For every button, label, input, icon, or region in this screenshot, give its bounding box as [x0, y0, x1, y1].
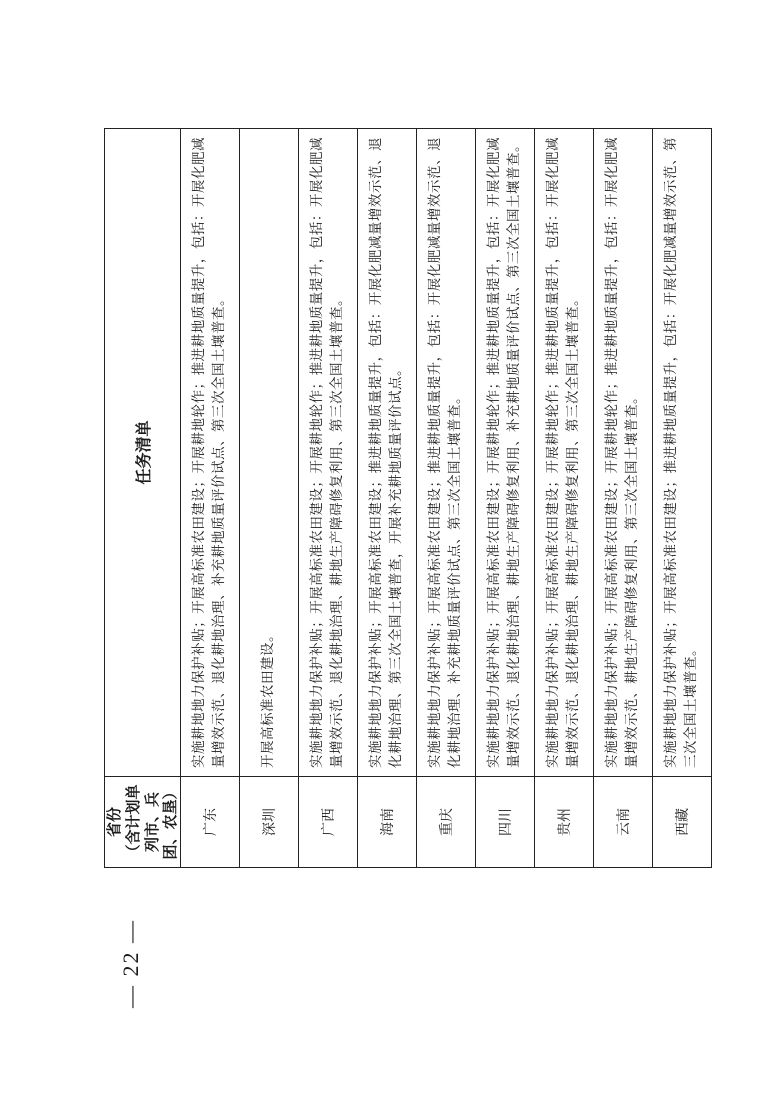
table-row: [653, 129, 712, 868]
province-cell: 重庆: [417, 777, 476, 868]
province-cell: 贵州: [535, 777, 594, 868]
table-row: [417, 129, 476, 868]
header-province-text: 省份 （含计划单列市、兵团、农垦）: [105, 784, 180, 860]
task-table: [104, 128, 712, 868]
table-row: [240, 129, 299, 868]
table-row: [594, 129, 653, 868]
tasks-cell: 实施耕地地力保护补贴；开展高标准农田建设；开展耕地轮作；推进耕地质量提升，包括：开展化肥减量增效示范、退化耕地治理、耕地生产障碍修复利用、补充耕地质量评价试点、第三次全国土壤普查。: [476, 129, 535, 777]
province-cell: 广东: [181, 777, 240, 868]
header-tasks-text: 任务清单: [134, 420, 153, 485]
province-cell: 海南: [358, 777, 417, 868]
table-row: [535, 129, 594, 868]
table-row: [476, 129, 535, 868]
province-cell: 四川: [476, 777, 535, 868]
tasks-cell: 实施耕地地力保护补贴；开展高标准农田建设；开展耕地轮作；推进耕地质量提升，包括：开展化肥减量增效示范、退化耕地治理、耕地生产障碍修复利用、第三次全国土壤普查。: [535, 129, 594, 777]
table-row: [181, 129, 240, 868]
province-cell: 西藏: [653, 777, 712, 868]
header-tasks: [105, 129, 181, 777]
province-cell: 广西: [299, 777, 358, 868]
tasks-cell: 实施耕地地力保护补贴；开展高标准农田建设；推进耕地质量提升，包括：开展化肥减量增效示范、退化耕地治理、第三次全国土壤普查，开展补充耕地质量评价试点。: [358, 129, 417, 777]
table-row: [358, 129, 417, 868]
province-cell: 深圳: [240, 777, 299, 868]
tasks-cell: 实施耕地地力保护补贴；开展高标准农田建设；推进耕地质量提升，包括：开展化肥减量增效示范、第三次全国土壤普查。: [653, 129, 712, 777]
rotated-table-wrapper: [104, 128, 699, 868]
tasks-cell: 实施耕地地力保护补贴；开展高标准农田建设；推进耕地质量提升，包括：开展化肥减量增效示范、退化耕地治理、补充耕地质量评价试点、第三次全国土壤普查。: [417, 129, 476, 777]
table-row: [299, 129, 358, 868]
province-cell: 云南: [594, 777, 653, 868]
tasks-cell: 开展高标准农田建设。: [240, 129, 299, 777]
tasks-cell: 实施耕地地力保护补贴；开展高标准农田建设；开展耕地轮作；推进耕地质量提升，包括：开展化肥减量增效示范、退化耕地治理、耕地生产障碍修复利用、第三次全国土壤普查。: [299, 129, 358, 777]
tasks-cell: 实施耕地地力保护补贴；开展高标准农田建设；开展耕地轮作；推进耕地质量提升，包括：开展化肥减量增效示范、退化耕地治理、补充耕地质量评价试点、第三次全国土壤普查。: [181, 129, 240, 777]
page-number: — 22 —: [118, 919, 143, 1008]
table-header-row: [105, 129, 181, 868]
header-province: [105, 777, 181, 868]
tasks-cell: 实施耕地地力保护补贴；开展高标准农田建设；开展耕地轮作；推进耕地质量提升，包括：开展化肥减量增效示范、耕地生产障碍修复利用、第三次全国土壤普查。: [594, 129, 653, 777]
